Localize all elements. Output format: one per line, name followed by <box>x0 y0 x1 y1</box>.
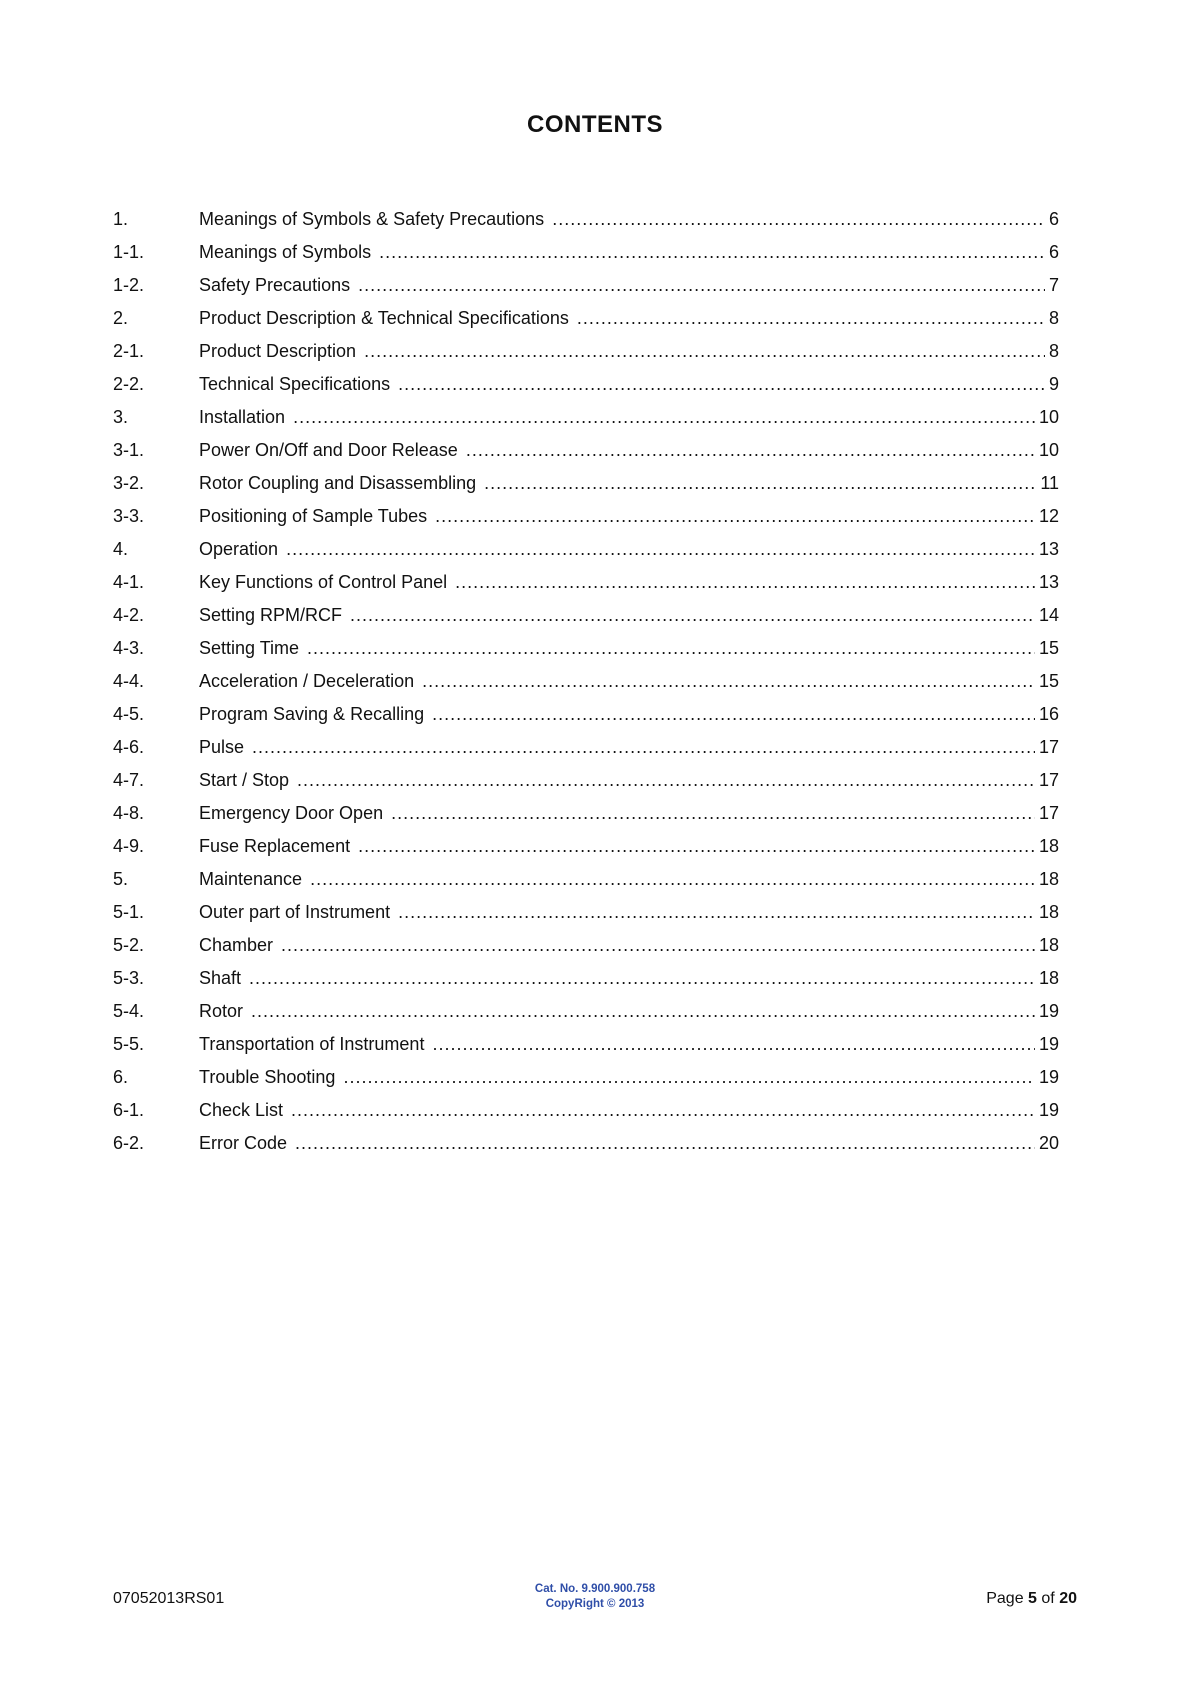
toc-entry-page: 18 <box>1038 836 1059 856</box>
page-of: of <box>1041 1590 1055 1607</box>
toc-entry-page: 7 <box>1048 275 1059 295</box>
toc-entry-title: Meanings of Symbols & Safety Precautions <box>199 209 545 229</box>
toc-entry-title: Technical Specifications <box>199 374 391 394</box>
toc-dot-leader <box>297 764 1035 797</box>
toc-entry-number: 6. <box>113 1067 129 1087</box>
toc-entry-number: 4-9. <box>113 836 145 856</box>
toc-dot-leader <box>307 632 1035 665</box>
toc-entry-title: Transportation of Instrument <box>199 1034 425 1054</box>
toc-entry-number: 5. <box>113 869 129 889</box>
toc-entry-number: 3-3. <box>113 506 145 526</box>
toc-entry-title: Positioning of Sample Tubes <box>199 506 428 526</box>
toc-entry-page: 6 <box>1048 209 1059 229</box>
toc-entry-title: Meanings of Symbols <box>199 242 372 262</box>
toc-dot-leader <box>350 599 1035 632</box>
page-title: CONTENTS <box>527 111 663 138</box>
page-current: 5 <box>1028 1590 1037 1607</box>
toc-entry-title: Pulse <box>199 737 245 757</box>
toc-entry-number: 4-8. <box>113 803 145 823</box>
toc-entry[interactable] <box>113 269 1059 302</box>
toc-entry-number: 4-3. <box>113 638 145 658</box>
toc-entry[interactable] <box>113 896 1059 929</box>
toc-dot-leader <box>398 896 1035 929</box>
toc-dot-leader <box>249 962 1035 995</box>
toc-entry[interactable] <box>113 1028 1059 1061</box>
table-of-contents <box>113 203 1059 1160</box>
toc-entry-page: 16 <box>1038 704 1059 724</box>
toc-entry-page: 8 <box>1048 341 1059 361</box>
toc-dot-leader <box>391 797 1035 830</box>
toc-dot-leader <box>293 401 1035 434</box>
toc-entry-number: 5-2. <box>113 935 145 955</box>
toc-dot-leader <box>286 533 1035 566</box>
toc-entry-page: 20 <box>1038 1133 1059 1153</box>
toc-entry-number: 4-6. <box>113 737 145 757</box>
toc-entry-number: 5-1. <box>113 902 145 922</box>
toc-entry[interactable] <box>113 434 1059 467</box>
toc-dot-leader <box>343 1061 1035 1094</box>
toc-entry-number: 1-1. <box>113 242 145 262</box>
toc-entry-number: 2-1. <box>113 341 145 361</box>
toc-entry-title: Setting Time <box>199 638 300 658</box>
toc-dot-leader <box>552 203 1045 236</box>
toc-entry-title: Maintenance <box>199 869 303 889</box>
document-code: 07052013RS01 <box>113 1590 225 1607</box>
toc-entry[interactable] <box>113 500 1059 533</box>
toc-dot-leader <box>398 368 1045 401</box>
toc-entry-page: 18 <box>1038 902 1059 922</box>
toc-entry-page: 19 <box>1038 1034 1059 1054</box>
toc-entry[interactable] <box>113 203 1059 236</box>
toc-dot-leader <box>455 566 1035 599</box>
toc-entry[interactable] <box>113 1094 1059 1127</box>
toc-entry-title: Operation <box>199 539 279 559</box>
toc-entry-page: 18 <box>1038 935 1059 955</box>
toc-entry[interactable] <box>113 665 1059 698</box>
toc-dot-leader <box>422 665 1035 698</box>
toc-entry-number: 4-1. <box>113 572 145 592</box>
toc-dot-leader <box>379 236 1045 269</box>
toc-entry-number: 1-2. <box>113 275 145 295</box>
toc-entry-title: Key Functions of Control Panel <box>199 572 448 592</box>
toc-entry[interactable] <box>113 401 1059 434</box>
toc-entry-title: Check List <box>199 1100 284 1120</box>
toc-entry[interactable] <box>113 1061 1059 1094</box>
toc-entry[interactable] <box>113 962 1059 995</box>
toc-entry[interactable] <box>113 830 1059 863</box>
toc-entry-title: Rotor <box>199 1001 244 1021</box>
toc-entry[interactable] <box>113 863 1059 896</box>
toc-entry-title: Installation <box>199 407 286 427</box>
toc-entry-page: 18 <box>1038 968 1059 988</box>
toc-entry-number: 4-5. <box>113 704 145 724</box>
toc-entry-title: Emergency Door Open <box>199 803 384 823</box>
toc-entry-number: 6-2. <box>113 1133 145 1153</box>
toc-entry[interactable] <box>113 335 1059 368</box>
toc-entry-title: Acceleration / Deceleration <box>199 671 415 691</box>
toc-entry-title: Rotor Coupling and Disassembling <box>199 473 477 493</box>
toc-entry-page: 18 <box>1038 869 1059 889</box>
toc-entry-page: 17 <box>1038 803 1059 823</box>
toc-entry-page: 19 <box>1038 1001 1059 1021</box>
toc-dot-leader <box>484 467 1036 500</box>
copyright-notice: CopyRight © 2013 <box>545 1598 645 1610</box>
toc-entry-page: 9 <box>1048 374 1059 394</box>
toc-entry[interactable] <box>113 764 1059 797</box>
toc-entry[interactable] <box>113 1127 1059 1160</box>
toc-entry-page: 15 <box>1038 671 1059 691</box>
toc-dot-leader <box>364 335 1045 368</box>
toc-entry-number: 4-2. <box>113 605 145 625</box>
toc-entry-title: Start / Stop <box>199 770 290 790</box>
toc-entry-title: Shaft <box>199 968 242 988</box>
toc-entry-page: 8 <box>1048 308 1059 328</box>
toc-entry[interactable] <box>113 995 1059 1028</box>
toc-entry-page: 17 <box>1038 770 1059 790</box>
toc-entry-page: 6 <box>1048 242 1059 262</box>
toc-entry-number: 4-7. <box>113 770 145 790</box>
toc-dot-leader <box>466 434 1035 467</box>
toc-entry-number: 5-3. <box>113 968 145 988</box>
toc-entry-number: 2. <box>113 308 129 328</box>
toc-dot-leader <box>281 929 1035 962</box>
page-total: 20 <box>1059 1590 1077 1607</box>
page-number <box>986 1590 1077 1608</box>
toc-entry-page: 13 <box>1038 539 1059 559</box>
toc-entry-page: 19 <box>1038 1067 1059 1087</box>
toc-entry[interactable] <box>113 236 1059 269</box>
catalog-number: Cat. No. 9.900.900.758 <box>534 1583 656 1595</box>
page-prefix: Page <box>986 1590 1024 1607</box>
toc-entry[interactable] <box>113 368 1059 401</box>
toc-dot-leader <box>432 698 1035 731</box>
toc-entry-title: Setting RPM/RCF <box>199 605 343 625</box>
toc-entry-page: 15 <box>1038 638 1059 658</box>
toc-entry-number: 5-5. <box>113 1034 145 1054</box>
toc-entry-page: 19 <box>1038 1100 1059 1120</box>
toc-entry-page: 11 <box>1040 473 1059 493</box>
toc-entry[interactable] <box>113 698 1059 731</box>
toc-dot-leader <box>358 830 1035 863</box>
toc-entry[interactable] <box>113 599 1059 632</box>
toc-entry-page: 10 <box>1038 407 1059 427</box>
toc-entry-title: Product Description <box>199 341 357 361</box>
toc-dot-leader <box>358 269 1045 302</box>
toc-entry-page: 14 <box>1038 605 1059 625</box>
toc-entry-number: 2-2. <box>113 374 145 394</box>
toc-dot-leader <box>251 995 1035 1028</box>
toc-entry-number: 5-4. <box>113 1001 145 1021</box>
footer-catalog-block <box>445 1582 745 1612</box>
toc-entry-title: Product Description & Technical Specifications <box>199 308 569 328</box>
toc-entry-title: Safety Precautions <box>199 275 351 295</box>
toc-dot-leader <box>432 1028 1035 1061</box>
toc-entry[interactable] <box>113 533 1059 566</box>
toc-entry-number: 1. <box>113 209 129 229</box>
toc-entry-page: 10 <box>1038 440 1059 460</box>
toc-entry-title: Power On/Off and Door Release <box>199 440 458 460</box>
toc-entry-page: 17 <box>1038 737 1059 757</box>
toc-entry[interactable] <box>113 467 1059 500</box>
toc-entry[interactable] <box>113 632 1059 665</box>
toc-entry-number: 3-1. <box>113 440 145 460</box>
toc-entry[interactable] <box>113 797 1059 830</box>
toc-entry[interactable] <box>113 731 1059 764</box>
toc-dot-leader <box>577 302 1045 335</box>
toc-entry[interactable] <box>113 566 1059 599</box>
toc-dot-leader <box>310 863 1035 896</box>
toc-entry-title: Program Saving & Recalling <box>199 704 425 724</box>
toc-dot-leader <box>295 1127 1035 1160</box>
toc-entry-number: 4-4. <box>113 671 145 691</box>
toc-entry[interactable] <box>113 302 1059 335</box>
toc-entry-page: 13 <box>1038 572 1059 592</box>
toc-entry-number: 3. <box>113 407 129 427</box>
toc-entry-number: 3-2. <box>113 473 145 493</box>
toc-entry-title: Outer part of Instrument <box>199 902 391 922</box>
toc-entry-page: 12 <box>1038 506 1059 526</box>
toc-dot-leader <box>435 500 1035 533</box>
toc-entry-number: 6-1. <box>113 1100 145 1120</box>
toc-dot-leader <box>252 731 1035 764</box>
toc-entry-title: Fuse Replacement <box>199 836 351 856</box>
toc-entry-title: Error Code <box>199 1133 288 1153</box>
toc-entry-number: 4. <box>113 539 129 559</box>
toc-dot-leader <box>291 1094 1035 1127</box>
toc-entry-title: Trouble Shooting <box>199 1067 336 1087</box>
toc-entry-title: Chamber <box>199 935 274 955</box>
toc-entry[interactable] <box>113 929 1059 962</box>
